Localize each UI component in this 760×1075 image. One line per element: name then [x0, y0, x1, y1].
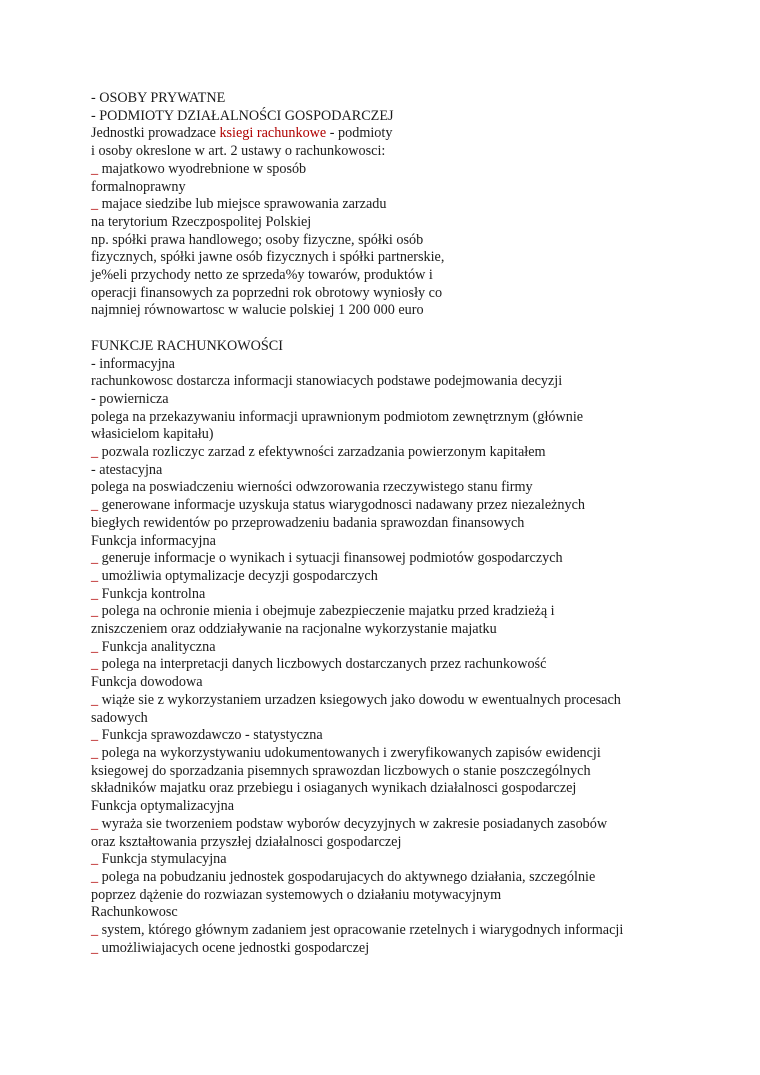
bullet-line	[91, 196, 731, 214]
bullet-line	[91, 692, 731, 710]
text-line: poprzez dążenie do rozwiazan systemowych o działaniu motywacyjnym	[91, 886, 502, 903]
underscore-marker: _	[91, 939, 99, 956]
text-fragment: polega na ochronie mienia i obejmuje zabezpieczenie majatku przed kradzieżą i	[98, 603, 555, 620]
text-line: najmniej równowartosc w walucie polskiej 1 200 000 euro	[91, 302, 424, 319]
highlighted-term: ksiegi rachunkowe	[219, 125, 327, 142]
text-fragment: polega na wykorzystywaniu udokumentowanych i zweryfikowanych zapisów ewidencji	[98, 745, 601, 761]
bullet-line	[91, 869, 731, 887]
text-fragment: wiąże sie z wykorzystaniem urzadzen ksiegowych jako dowodu w ewentualnych procesach	[98, 691, 621, 708]
text-line: Funkcja dowodowa	[91, 674, 203, 691]
text-line: operacji finansowych za poprzedni rok obrotowy wyniosły co	[91, 284, 443, 301]
text-line: - informacyjna	[91, 355, 175, 372]
bullet-line	[91, 922, 731, 940]
text-line: na terytorium Rzeczpospolitej Polskiej	[91, 213, 312, 230]
text-line: składników majatku oraz przebiegu i osiaganych wynikach działalnosci gospodarczej	[91, 780, 577, 797]
paragraph-gap	[91, 320, 731, 338]
text-line: polega na poswiadczeniu wierności odwzorowania rzeczywistego stanu firmy	[91, 479, 533, 496]
bullet-line	[91, 161, 731, 179]
text-fragment: - podmioty	[326, 125, 393, 142]
bullet-line	[91, 568, 731, 586]
text-line: formalnoprawny	[91, 178, 186, 195]
text-line: własicielom kapitału)	[91, 426, 214, 443]
bullet-line	[91, 940, 731, 958]
text-line: - PODMIOTY DZIAŁALNOŚCI GOSPODARCZEJ	[91, 107, 394, 124]
underscore-marker: _	[91, 160, 99, 177]
text-fragment: umożliwia optymalizacje decyzji gospodarczych	[98, 567, 378, 584]
bullet-line	[91, 745, 731, 763]
text-fragment: polega na pobudzaniu jednostek gospodarujacych do aktywnego działania, szczególnie	[98, 868, 596, 885]
underscore-marker: _	[91, 745, 99, 761]
underscore-marker: _	[91, 567, 99, 584]
text-fragment: generowane informacje uzyskuja status wiarygodnosci nadawany przez niezależnych	[98, 497, 585, 514]
underscore-marker: _	[91, 868, 99, 885]
text-fragment: Funkcja kontrolna	[98, 585, 206, 602]
bullet-line	[91, 656, 731, 674]
underscore-marker: _	[91, 444, 99, 461]
text-line: sadowych	[91, 709, 148, 726]
bullet-line	[91, 444, 731, 462]
text-fragment: system, którego głównym zadaniem jest opracowanie rzetelnych i wiarygodnych informacji	[98, 922, 624, 939]
text-line: oraz kształtowania przyszłej działalnosci gospodarczej	[91, 833, 402, 850]
text-line: rachunkowosc dostarcza informacji stanowiacych podstawe podejmowania decyzji	[91, 373, 563, 390]
text-line: - OSOBY PRYWATNE	[91, 90, 226, 106]
bullet-line	[91, 816, 731, 834]
text-fragment: Jednostki prowadzace	[91, 125, 220, 142]
document-page	[91, 90, 731, 957]
text-fragment: generuje informacje o wynikach i sytuacji finansowej podmiotów gospodarczych	[98, 550, 563, 567]
text-line: - atestacyjna	[91, 461, 163, 478]
text-fragment: Funkcja sprawozdawczo - statystyczna	[98, 727, 323, 744]
underscore-marker: _	[91, 497, 99, 514]
text-line: Rachunkowosc	[91, 904, 178, 921]
bullet-line	[91, 727, 731, 745]
bullet-line	[91, 497, 731, 515]
text-fragment: wyraża sie tworzeniem podstaw wyborów decyzyjnych w zakresie posiadanych zasobów	[98, 815, 608, 832]
text-line: ksiegowej do sporzadzania pisemnych sprawozdan liczbowych o stanie poszczególnych	[91, 762, 591, 779]
text-line: polega na przekazywaniu informacji uprawnionym podmiotom zewnętrznym (głównie	[91, 408, 584, 425]
underscore-marker: _	[91, 727, 99, 744]
text-line: i osoby okreslone w art. 2 ustawy o rachunkowosci:	[91, 143, 386, 160]
underscore-marker: _	[91, 922, 99, 939]
text-line	[91, 125, 731, 143]
text-fragment: umożliwiajacych ocene jednostki gospodarczej	[98, 939, 370, 956]
text-line: - powiernicza	[91, 390, 169, 407]
underscore-marker: _	[91, 585, 99, 602]
section-heading: FUNKCJE RACHUNKOWOŚCI	[91, 337, 283, 354]
underscore-marker: _	[91, 815, 99, 832]
text-fragment: majace siedzibe lub miejsce sprawowania zarzadu	[98, 196, 387, 213]
text-line: Funkcja informacyjna	[91, 532, 216, 549]
underscore-marker: _	[91, 603, 99, 620]
text-line: np. spółki prawa handlowego; osoby fizyczne, spółki osób	[91, 231, 424, 248]
underscore-marker: _	[91, 638, 99, 655]
bullet-line	[91, 639, 731, 657]
text-line: Funkcja optymalizacyjna	[91, 798, 235, 815]
bullet-line	[91, 586, 731, 604]
bullet-line	[91, 851, 731, 869]
bullet-line	[91, 550, 731, 568]
underscore-marker: _	[91, 851, 99, 868]
text-fragment: majatkowo wyodrebnione w sposób	[98, 160, 307, 177]
bullet-line	[91, 603, 731, 621]
underscore-marker: _	[91, 550, 99, 567]
underscore-marker: _	[91, 691, 99, 708]
text-line: fizycznych, spółki jawne osób fizycznych i spółki partnerskie,	[91, 249, 445, 266]
underscore-marker: _	[91, 196, 99, 213]
text-fragment: Funkcja stymulacyjna	[98, 851, 227, 868]
text-fragment: pozwala rozliczyc zarzad z efektywności zarzadzania powierzonym kapitałem	[98, 444, 546, 461]
text-line: je%eli przychody netto ze sprzeda%y towarów, produktów i	[91, 267, 433, 284]
text-line: zniszczeniem oraz oddziaływanie na racjonalne wykorzystanie majatku	[91, 621, 497, 638]
text-fragment: Funkcja analityczna	[98, 638, 216, 655]
text-fragment: polega na interpretacji danych liczbowych dostarczanych przez rachunkowość	[98, 656, 547, 673]
text-line: biegłych rewidentów po przeprowadzeniu badania sprawozdan finansowych	[91, 514, 525, 531]
underscore-marker: _	[91, 656, 99, 673]
